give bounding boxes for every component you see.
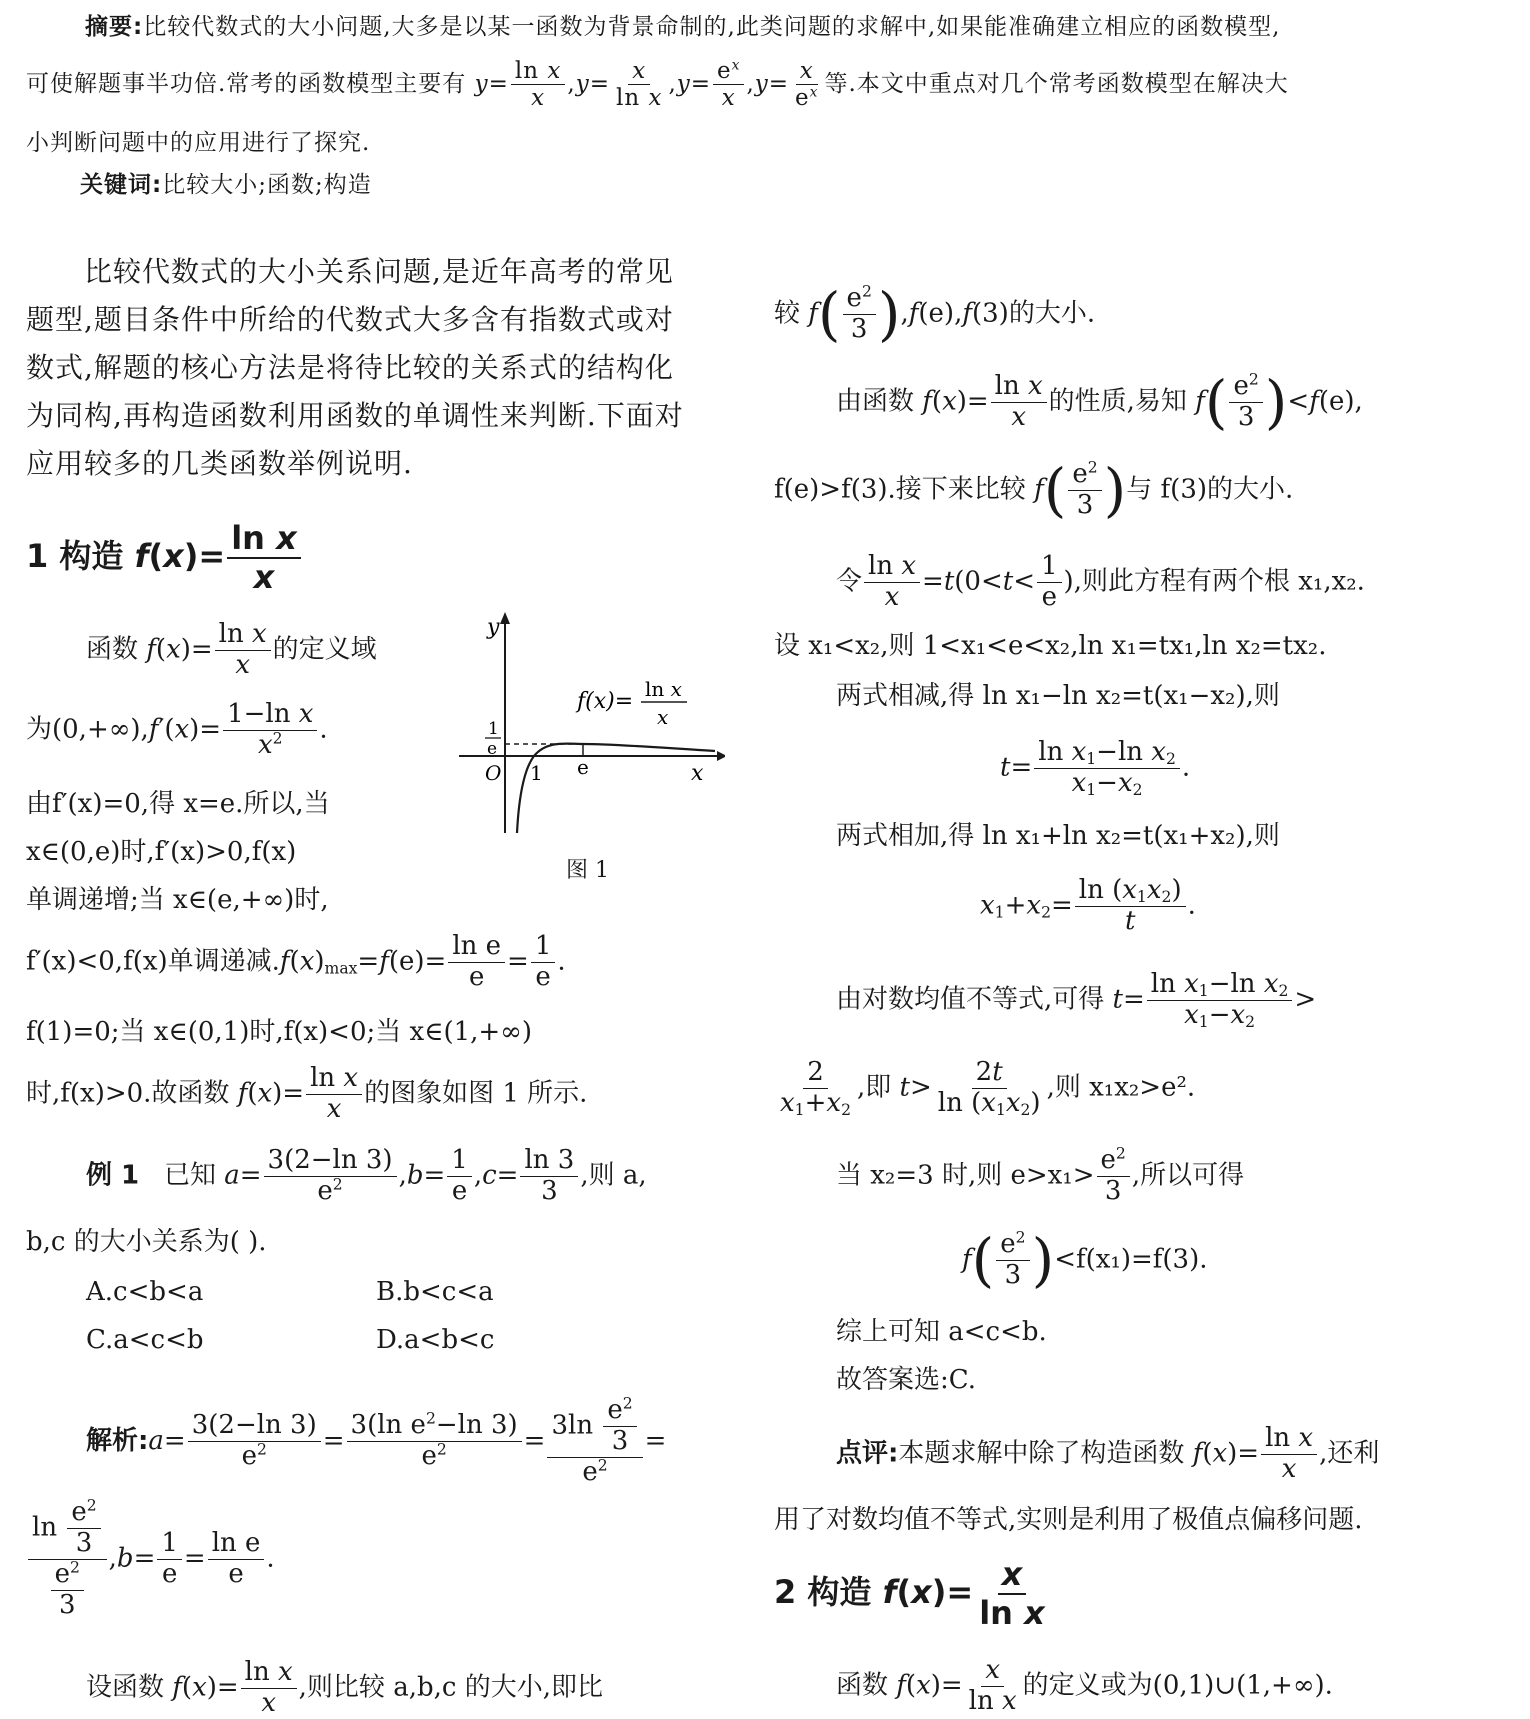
- right-r12: 当 x₂=3 时,则 e>x₁> $\frac{e^2}{3}$ ,所以可得: [836, 1144, 1245, 1206]
- section-1-title: 1 构造 f(x)= $\frac{\text{ln x}}{x}$: [26, 520, 303, 596]
- right-r9-formula: $x_1+x_2=$ $\frac{\ln (x_1x_2)}{t}$ .: [980, 875, 1196, 936]
- right-r15: 故答案选:C.: [836, 1365, 976, 1395]
- example-1: 例 1 已知 a= $\frac{3(2-\ln 3)}{e^2}$ ,b= $\frac{1}{e}$ ,c= $\frac{\ln 3}{3}$ ,则 a,: [86, 1145, 647, 1206]
- left-p7: f(1)=0;当 x∈(0,1)时,f(x)<0;当 x∈(1,+∞): [26, 1017, 532, 1047]
- example-1-label: 例 1: [86, 1160, 140, 1191]
- right-r14: 综上可知 a<c<b.: [836, 1317, 1047, 1347]
- right-r8: 两式相加,得 ln x₁+ln x₂=t(x₁+x₂),则: [836, 821, 1280, 851]
- function-label-num: ln x: [645, 677, 682, 701]
- tick-1-label: 1: [530, 761, 543, 785]
- function-label: f(x)=: [577, 689, 634, 714]
- option-a: A.c<b<a: [86, 1277, 204, 1307]
- y-tick-den: e: [487, 739, 498, 759]
- option-b: B.b<c<a: [376, 1277, 494, 1307]
- right-r2: 由函数 f(x)= $\frac{\text{ln x}}{x}$ 的性质,易知 f ( $\frac{e^2}{3}$ ) <f(e),: [836, 368, 1363, 437]
- right-r6: 两式相减,得 ln x₁−ln x₂=t(x₁−x₂),则: [836, 681, 1280, 711]
- figure-1-graph: [455, 608, 725, 838]
- abstract-line-3: 小判断问题中的应用进行了探究.: [26, 130, 371, 156]
- right-last-line: 函数 f(x)= $\frac{x}{\text{ln x}}$ 的定义或为(0,1)∪(1,+∞).: [836, 1655, 1333, 1716]
- comment: 点评:本题求解中除了构造函数 f(x)= $\frac{\text{ln x}}{x}$ ,还利: [836, 1423, 1380, 1484]
- left-last-line: 设函数 f(x)= $\frac{\text{ln x}}{x}$ ,则比较 a,b,c 的大小,即比: [86, 1657, 603, 1718]
- right-r4: 令 $\frac{\text{ln x}}{x}$ =t(0<t< $\frac{1}{e}$ ),则此方程有两个根 x₁,x₂.: [836, 551, 1365, 612]
- right-r3: f(e)>f(3).接下来比较 f ( $\frac{e^2}{3}$ ) 与 f(3)的大小.: [774, 456, 1294, 525]
- right-r10: 由对数均值不等式,可得 t= $\frac{\ln x_1-\ln x_2}{x_1-x_2}$ >: [836, 969, 1317, 1031]
- left-p8: 时,f(x)>0.故函数 f(x)= $\frac{\text{ln x}}{x}$ 的图象如图 1 所示.: [26, 1063, 588, 1124]
- y-label: y: [487, 615, 500, 640]
- tick-e-label: e: [577, 755, 589, 779]
- left-p5: 单调递增;当 x∈(e,+∞)时,: [26, 885, 329, 915]
- keywords: 关键词:比较大小;函数;构造: [80, 172, 372, 198]
- example-1-question: b,c 的大小关系为( ).: [26, 1227, 267, 1257]
- section-2-title: 2 构造 f(x)= $\frac{x}{\text{ln x}}$: [774, 1555, 1045, 1632]
- left-p4: x∈(0,e)时,f′(x)>0,f(x): [26, 837, 297, 867]
- left-p1: 函数 f(x)= $\frac{\text{ln x}}{x}$ 的定义域: [86, 619, 377, 680]
- figure-caption: 图 1: [566, 858, 609, 883]
- left-p6: f′(x)<0,f(x)单调递减$.f(x)_{max}=f(e)=$ $\frac{\text{ln e}}{e}$ = $\frac{1}{e}$ .: [26, 931, 566, 992]
- left-p2: 为(0,+∞),f′(x)= $\frac{\text{1−ln x}}{x^2}$ .: [26, 699, 328, 760]
- x-label: x: [691, 761, 704, 786]
- left-p3: 由f′(x)=0,得 x=e.所以,当: [26, 789, 330, 819]
- solution-line-2: ln $\frac{e^2}{3}$ $\frac{e^2}{3}$ ,b= $\frac{1}{e}$ = $\frac{\text{ln e}}{e}$ .: [26, 1498, 275, 1621]
- y-tick-num: 1: [488, 719, 499, 739]
- option-d: D.a<b<c: [376, 1325, 495, 1355]
- comment-label: 点评:: [836, 1438, 899, 1469]
- solution-label: 解析:: [86, 1425, 149, 1456]
- x-axis-arrow-icon: [717, 751, 725, 761]
- abstract-line-2: 可使解题事半功倍.常考的函数模型主要有 y= $\frac{\text{ln x}}{x}$ ,y= $\frac{x}{\text{ln x}}$ ,y= $\frac{e^x}{x}$ ,y= $\frac{x}{e^x}$ 等.本文中重点对几个常考函数模型在解决大: [26, 57, 1289, 112]
- abstract-label: 摘要:: [85, 14, 144, 40]
- origin-label: O: [485, 761, 502, 785]
- option-c: C.a<c<b: [86, 1325, 204, 1355]
- right-r13-formula: f ( $\frac{e^2}{3}$ ) <f(x₁)=f(3).: [962, 1226, 1208, 1295]
- comment-line-2: 用了对数均值不等式,实则是利用了极值点偏移问题.: [774, 1505, 1363, 1535]
- solution-line-1: 解析:a= $\frac{3(2-\ln 3)}{e^2}$ = $\frac{3(\ln e^2-\ln 3)}{e^2}$ = 3ln $\frac{e^2}{3}$ $e^2$ =: [86, 1394, 667, 1487]
- intro-paragraph: 比较代数式的大小关系问题,是近年高考的常见 题型,题目条件中所给的代数式大多含有指数式或对 数式,解题的核心方法是将待比较的关系式的结构化 为同构,再构造函数利用函数的单调性来判断.下面对 应用较多的几类函数举例说明.: [26, 255, 684, 480]
- right-r5: 设 x₁<x₂,则 1<x₁<e<x₂,ln x₁=tx₁,ln x₂=tx₂.: [774, 631, 1327, 661]
- right-r11: $\frac{2}{x_1+x_2}$ ,即 t> $\frac{2t}{\ln (x_1x_2)}$ ,则 x₁x₂>e².: [780, 1057, 1196, 1119]
- right-r7-formula: t= $\frac{\ln x_1-\ln x_2}{x_1-x_2}$ .: [1000, 737, 1191, 799]
- right-r1: 较 f ( $\frac{e^2}{3}$ ) ,f(e),f(3)的大小.: [774, 280, 1096, 349]
- function-label-den: x: [657, 705, 669, 729]
- y-axis-arrow-icon: [500, 612, 510, 624]
- abstract-line-1: 摘要:比较代数式的大小问题,大多是以某一函数为背景命制的,此类问题的求解中,如果能准确建立相应的函数模型,: [85, 14, 1281, 40]
